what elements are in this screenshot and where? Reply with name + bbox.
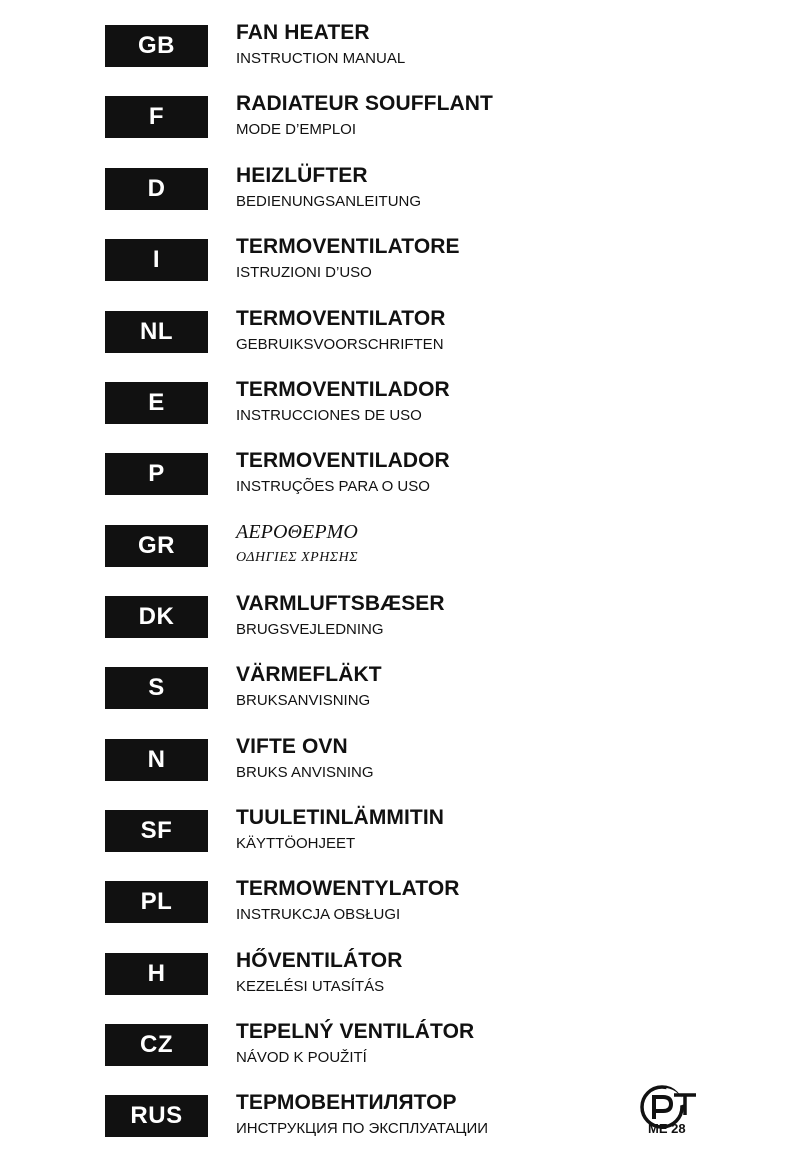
language-badge: D	[105, 168, 208, 210]
language-badge: E	[105, 382, 208, 424]
entry-f	[0, 92, 808, 156]
entry-subtitle: BEDIENUNGSANLEITUNG	[236, 193, 422, 210]
entry-s	[0, 663, 808, 727]
entry-title: VÄRMEFLÄKT	[236, 663, 382, 686]
language-badge: NL	[105, 311, 208, 353]
language-badge: GR	[105, 525, 208, 567]
entry-p	[0, 449, 808, 513]
entry-pl	[0, 877, 808, 941]
language-badge: GB	[105, 25, 208, 67]
entry-subtitle: INSTRUCCIONES DE USO	[236, 407, 422, 424]
language-badge: SF	[105, 810, 208, 852]
language-badge: PL	[105, 881, 208, 923]
language-badge: N	[105, 739, 208, 781]
language-badge: F	[105, 96, 208, 138]
entry-cz	[0, 1020, 808, 1084]
language-badge: I	[105, 239, 208, 281]
entry-title: FAN HEATER	[236, 21, 370, 44]
language-badge: P	[105, 453, 208, 495]
entry-subtitle: KEZELÉSI UTASÍTÁS	[236, 978, 385, 995]
entry-title: ТЕРМОВЕНТИЛЯТОР	[236, 1091, 457, 1114]
entry-subtitle: ИНСТРУКЦИЯ ПО ЭКСПЛУАТАЦИИ	[236, 1120, 489, 1137]
entry-title: TERMOVENTILATORE	[236, 235, 460, 258]
entry-title: TERMOVENTILADOR	[236, 378, 450, 401]
entry-title: RADIATEUR SOUFFLANT	[236, 92, 493, 115]
entry-title: VARMLUFTSBÆSER	[236, 592, 445, 615]
entry-title: TERMOVENTILATOR	[236, 307, 446, 330]
entry-subtitle: ISTRUZIONI D’USO	[236, 264, 372, 281]
entry-n	[0, 735, 808, 799]
entry-title: HŐVENTILÁTOR	[236, 949, 403, 972]
language-badge: CZ	[105, 1024, 208, 1066]
entry-gb	[0, 21, 808, 85]
language-badge: S	[105, 667, 208, 709]
entry-subtitle: ΟΔΗΓΙΕΣ ΧΡΗΣΗΣ	[236, 550, 359, 565]
entry-subtitle: BRUKSANVISNING	[236, 692, 371, 709]
entry-d	[0, 164, 808, 228]
entry-subtitle: NÁVOD K POUŽITÍ	[236, 1049, 367, 1066]
language-badge: H	[105, 953, 208, 995]
entry-subtitle: GEBRUIKSVOORSCHRIFTEN	[236, 336, 444, 353]
entry-dk	[0, 592, 808, 656]
entry-subtitle: INSTRUKCJA OBSŁUGI	[236, 906, 401, 923]
entry-sf	[0, 806, 808, 870]
entry-title: VIFTE OVN	[236, 735, 348, 758]
certification-code: ME 28	[648, 1121, 686, 1136]
entry-subtitle: BRUKS ANVISNING	[236, 764, 374, 781]
certification-mark-icon	[636, 1083, 708, 1153]
entry-subtitle: BRUGSVEJLEDNING	[236, 621, 384, 638]
entry-title: HEIZLÜFTER	[236, 164, 368, 187]
language-badge: RUS	[105, 1095, 208, 1137]
entry-title: TERMOWENTYLATOR	[236, 877, 460, 900]
entry-e	[0, 378, 808, 442]
entry-subtitle: INSTRUÇÕES PARA O USO	[236, 478, 430, 495]
entry-subtitle: MODE D’EMPLOI	[236, 121, 357, 138]
entry-gr	[0, 521, 808, 585]
entry-i	[0, 235, 808, 299]
entry-subtitle: INSTRUCTION MANUAL	[236, 50, 406, 67]
entry-h	[0, 949, 808, 1013]
entry-subtitle: KÄYTTÖOHJEET	[236, 835, 356, 852]
entry-title: TERMOVENTILADOR	[236, 449, 450, 472]
entry-title: TEPELNÝ VENTILÁTOR	[236, 1020, 475, 1043]
language-badge: DK	[105, 596, 208, 638]
entry-nl	[0, 307, 808, 371]
entry-title: ΑΕΡΟΘΕΡΜΟ	[236, 521, 358, 543]
entry-title: TUULETINLÄMMITIN	[236, 806, 445, 829]
